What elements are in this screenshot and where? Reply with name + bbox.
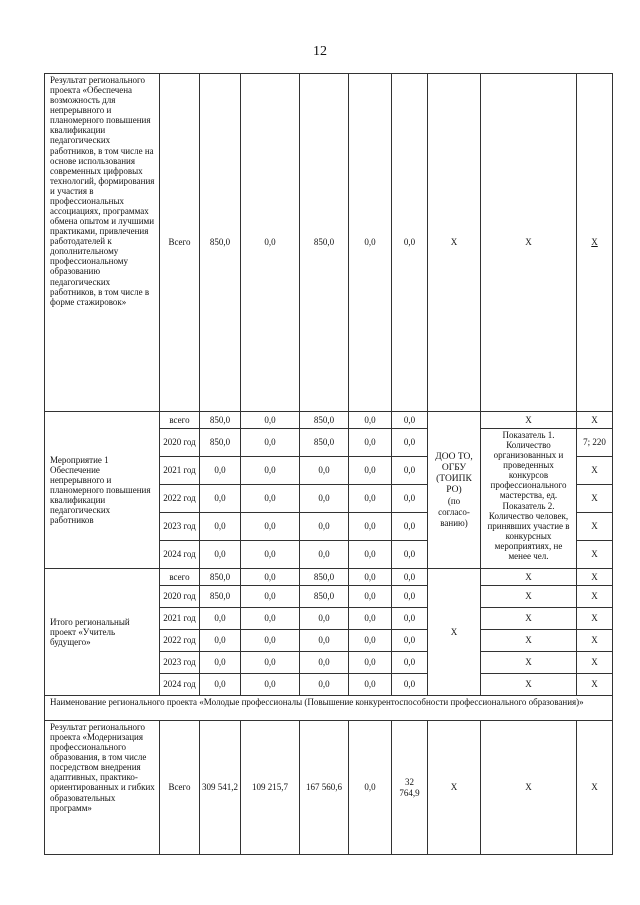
federal-cell: 0,0 <box>241 513 300 541</box>
executor-cell: Х <box>428 569 481 696</box>
value-cell: Х <box>577 674 613 696</box>
table-row <box>45 412 613 429</box>
period-cell: всего <box>160 412 200 429</box>
total-cell: 850,0 <box>200 412 241 429</box>
municipal-cell: 0,0 <box>349 429 392 457</box>
regional-cell: 0,0 <box>300 457 349 485</box>
period-cell: Всего <box>160 74 200 412</box>
indicator-cell: Х <box>481 74 577 412</box>
regional-cell: 0,0 <box>300 630 349 652</box>
value-cell: Х <box>577 541 613 569</box>
executor-cell: Х <box>428 74 481 412</box>
total-cell: 0,0 <box>200 630 241 652</box>
value-cell: Х <box>577 485 613 513</box>
period-cell: 2024 год <box>160 674 200 696</box>
total-name-cell: Итого региональный проект «Учитель будущего» <box>45 569 160 696</box>
executor-line: РО) <box>446 485 462 496</box>
extrabudget-cell: 0,0 <box>392 429 428 457</box>
project-heading: Наименование регионального проекта «Молодые профессионалы (Повышение конкурентоспособности профессионального образования)» <box>45 696 613 721</box>
extrabudget-cell: 0,0 <box>392 652 428 674</box>
period-cell: 2022 год <box>160 485 200 513</box>
value-cell: Х <box>577 721 613 855</box>
value-cell: Х <box>577 457 613 485</box>
page-number: 12 <box>313 44 327 59</box>
total-cell: 309 541,2 <box>200 721 241 855</box>
value-cell: Х <box>577 74 613 412</box>
federal-cell: 0,0 <box>241 586 300 608</box>
federal-cell: 0,0 <box>241 608 300 630</box>
total-cell: 850,0 <box>200 74 241 412</box>
executor-line: (ТОИПК <box>436 474 472 485</box>
federal-cell: 0,0 <box>241 412 300 429</box>
regional-cell: 0,0 <box>300 608 349 630</box>
executor-cell <box>428 412 481 569</box>
indicator-cell: Х <box>481 608 577 630</box>
executor-line: ДОО ТО, <box>435 451 473 462</box>
total-cell: 0,0 <box>200 457 241 485</box>
indicator-cell: Х <box>481 586 577 608</box>
federal-cell: 0,0 <box>241 630 300 652</box>
regional-cell: 0,0 <box>300 485 349 513</box>
extrabudget-cell: 0,0 <box>392 541 428 569</box>
extrabudget-cell: 0,0 <box>392 608 428 630</box>
municipal-cell: 0,0 <box>349 485 392 513</box>
value-cell: Х <box>577 586 613 608</box>
total-cell: 0,0 <box>200 485 241 513</box>
budget-table <box>44 73 613 855</box>
extrabudget-cell: 0,0 <box>392 569 428 586</box>
regional-cell: 850,0 <box>300 569 349 586</box>
executor-line: (по <box>447 496 461 507</box>
federal-cell: 109 215,7 <box>241 721 300 855</box>
indicator-cell: Х <box>481 674 577 696</box>
indicator-cell: Х <box>481 412 577 429</box>
federal-cell: 0,0 <box>241 485 300 513</box>
period-cell: 2021 год <box>160 457 200 485</box>
municipal-cell: 0,0 <box>349 652 392 674</box>
federal-cell: 0,0 <box>241 457 300 485</box>
municipal-cell: 0,0 <box>349 541 392 569</box>
indicator-cell: Х <box>481 630 577 652</box>
indicator-cell: Х <box>481 569 577 586</box>
executor-cell: Х <box>428 721 481 855</box>
period-cell: 2020 год <box>160 586 200 608</box>
period-cell: 2024 год <box>160 541 200 569</box>
municipal-cell: 0,0 <box>349 586 392 608</box>
value-cell: Х <box>577 652 613 674</box>
period-cell: Всего <box>160 721 200 855</box>
total-cell: 0,0 <box>200 674 241 696</box>
value-cell: Х <box>577 608 613 630</box>
table-row <box>45 569 613 586</box>
extrabudget-cell: 0,0 <box>392 74 428 412</box>
total-cell: 0,0 <box>200 513 241 541</box>
regional-cell: 0,0 <box>300 674 349 696</box>
period-cell: 2023 год <box>160 652 200 674</box>
indicator-cell: Х <box>481 652 577 674</box>
municipal-cell: 0,0 <box>349 412 392 429</box>
federal-cell: 0,0 <box>241 674 300 696</box>
executor-line: ванию) <box>440 517 468 528</box>
municipal-cell: 0,0 <box>349 608 392 630</box>
regional-cell: 167 560,6 <box>300 721 349 855</box>
total-cell: 850,0 <box>200 569 241 586</box>
municipal-cell: 0,0 <box>349 721 392 855</box>
extrabudget-cell: 0,0 <box>392 457 428 485</box>
value-cell: Х <box>577 412 613 429</box>
extrabudget-cell: 0,0 <box>392 513 428 541</box>
regional-cell: 0,0 <box>300 541 349 569</box>
municipal-cell: 0,0 <box>349 674 392 696</box>
result-name-cell: Результат регионального проекта «Обеспечена возможность для непрерывного и планомерного повышения квалификации педагогических работников, в том числе на основе использования современных цифровых технологий, формирования и участия в профессиональных ассоциациях, программах обмена опытом и лучшими практиками, привлечения работодателей к дополнительному профессиональному образованию педагогических работников, в том числе в форме стажировок» <box>45 74 160 412</box>
period-cell: 2021 год <box>160 608 200 630</box>
extrabudget-cell: 0,0 <box>392 630 428 652</box>
regional-cell: 850,0 <box>300 412 349 429</box>
period-cell: 2023 год <box>160 513 200 541</box>
table-row <box>45 721 613 855</box>
value-cell: Х <box>577 513 613 541</box>
value-cell: 7; 220 <box>577 429 613 457</box>
municipal-cell: 0,0 <box>349 74 392 412</box>
regional-cell: 850,0 <box>300 429 349 457</box>
regional-cell: 850,0 <box>300 586 349 608</box>
value-cell: Х <box>577 630 613 652</box>
indicator-text-cell: Показатель 1. Количество организованных и проведенных конкурсов профессионального мастерства, ед. Показатель 2. Количество человек, принявших участие в конкурсных мероприятиях, не менее чел. <box>481 429 577 569</box>
period-cell: 2022 год <box>160 630 200 652</box>
federal-cell: 0,0 <box>241 429 300 457</box>
value-cell: Х <box>577 569 613 586</box>
executor-line: согласо- <box>438 507 470 518</box>
total-cell: 850,0 <box>200 586 241 608</box>
table-row <box>45 696 613 721</box>
period-cell: всего <box>160 569 200 586</box>
regional-cell: 850,0 <box>300 74 349 412</box>
federal-cell: 0,0 <box>241 569 300 586</box>
federal-cell: 0,0 <box>241 541 300 569</box>
result-name-cell: Результат регионального проекта «Модернизация профессионального образования, в том числе посредством внедрения адаптивных, практико-ориентированных и гибких образовательных программ» <box>45 721 160 855</box>
event-name-cell: Мероприятие 1 Обеспечение непрерывного и планомерного повышения квалификации педагогических работников <box>45 412 160 569</box>
total-cell: 0,0 <box>200 652 241 674</box>
period-cell: 2020 год <box>160 429 200 457</box>
federal-cell: 0,0 <box>241 652 300 674</box>
extrabudget-cell: 0,0 <box>392 485 428 513</box>
municipal-cell: 0,0 <box>349 457 392 485</box>
total-cell: 850,0 <box>200 429 241 457</box>
federal-cell: 0,0 <box>241 74 300 412</box>
total-cell: 0,0 <box>200 541 241 569</box>
executor-line: ОГБУ <box>441 462 467 473</box>
extrabudget-cell: 0,0 <box>392 674 428 696</box>
municipal-cell: 0,0 <box>349 630 392 652</box>
municipal-cell: 0,0 <box>349 513 392 541</box>
regional-cell: 0,0 <box>300 513 349 541</box>
total-cell: 0,0 <box>200 608 241 630</box>
table-row <box>45 74 613 412</box>
municipal-cell: 0,0 <box>349 569 392 586</box>
extrabudget-cell: 32 764,9 <box>392 721 428 855</box>
indicator-cell: Х <box>481 721 577 855</box>
regional-cell: 0,0 <box>300 652 349 674</box>
extrabudget-cell: 0,0 <box>392 412 428 429</box>
extrabudget-cell: 0,0 <box>392 586 428 608</box>
